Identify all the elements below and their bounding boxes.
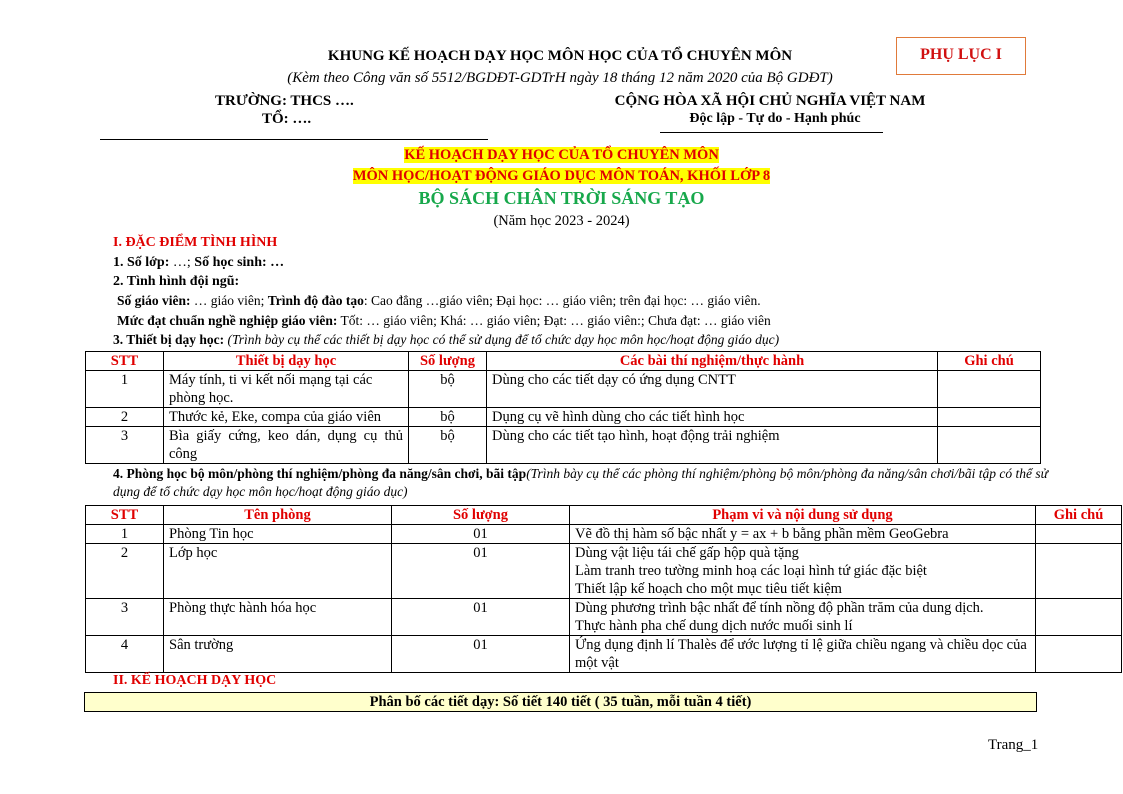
motto: Độc lập - Tự do - Hạnh phúc <box>689 111 861 126</box>
row-usage: Dụng cụ vẽ hình dùng cho các tiết hình học <box>487 408 938 427</box>
row-scope <box>570 636 1036 673</box>
row-quantity: bộ <box>409 427 487 464</box>
group-name: TỔ: …. <box>262 111 312 127</box>
book-series: BỘ SÁCH CHÂN TRỜI SÁNG TẠO <box>418 188 705 208</box>
header-left-rule <box>100 139 488 140</box>
republic-title: CỘNG HÒA XÃ HỘI CHỦ NGHĨA VIỆT NAM <box>614 93 926 109</box>
row-scope <box>570 544 1036 599</box>
student-count: Số học sinh: … <box>194 255 285 270</box>
scope-line: Ứng dụng định lí Thalès để ước lượng tỉ lệ giữa chiều ngang và chiều dọc của một vật <box>575 637 1027 671</box>
scope-line: Dùng vật liệu tái chế gấp hộp quà tặng <box>575 545 799 561</box>
equipment-table <box>85 351 1041 464</box>
table-row <box>86 636 1122 673</box>
table-row <box>86 427 1041 464</box>
scope-line: Vẽ đồ thị hàm số bậc nhất y = ax + b bằng phần mềm GeoGebra <box>575 526 949 542</box>
row-quantity: 01 <box>392 599 570 636</box>
col-quantity: Số lượng <box>392 506 570 525</box>
row-quantity: bộ <box>409 371 487 408</box>
scope-line: Thiết lập kế hoạch cho một mục tiêu tiết kiệm <box>575 581 842 597</box>
col-quantity: Số lượng <box>409 352 487 371</box>
table-row <box>86 544 1122 599</box>
section1-heading: I. ĐẶC ĐIỂM TÌNH HÌNH <box>113 235 278 250</box>
col-stt: STT <box>86 506 164 525</box>
row-stt: 4 <box>86 636 164 673</box>
row-stt: 2 <box>86 544 164 599</box>
col-device: Thiết bị dạy học <box>164 352 409 371</box>
col-scope: Phạm vi và nội dung sử dụng <box>570 506 1036 525</box>
table-row <box>86 599 1122 636</box>
row-scope <box>570 525 1036 544</box>
row-room: Phòng Tin học <box>164 525 392 544</box>
class-count-label: 1. Số lớp: <box>113 255 170 270</box>
equipment-label: 3. Thiết bị dạy học: <box>113 332 225 347</box>
equipment-note: (Trình bày cụ thể các thiết bị dạy học có thể sử dụng để tổ chức dạy học môn học/hoạt động giáo dục) <box>224 332 780 347</box>
teacher-count-value: … giáo viên; <box>190 293 268 308</box>
row-note <box>1036 636 1122 673</box>
col-experiments: Các bài thí nghiệm/thực hành <box>487 352 938 371</box>
row-device: Bìa giấy cứng, keo dán, dụng cụ thủ công <box>164 427 409 464</box>
row-room: Sân trường <box>164 636 392 673</box>
row-stt: 2 <box>86 408 164 427</box>
rooms-note: (Trình bày cụ thể các phòng thí nghiệm/phòng bộ môn/phòng đa năng/sân chơi/bãi tập có thể sử dụng để tổ chức dạy học môn học/hoạt động giáo dục) <box>113 466 1048 499</box>
motto-underline <box>660 132 883 133</box>
qualification-label: Trình độ đào tạo <box>267 293 364 308</box>
row-device: Máy tính, ti vi kết nối mạng tại các phòng học. <box>164 371 409 408</box>
row-stt: 1 <box>86 371 164 408</box>
row-usage: Dùng cho các tiết tạo hình, hoạt động trải nghiệm <box>487 427 938 464</box>
appendix-box: PHỤ LỤC I <box>896 37 1026 75</box>
row-note <box>1036 525 1122 544</box>
page-number: Trang_1 <box>988 737 1039 753</box>
teacher-count-label: Số giáo viên: <box>117 293 191 308</box>
row-usage: Dùng cho các tiết dạy có ứng dụng CNTT <box>487 371 938 408</box>
row-stt: 3 <box>86 427 164 464</box>
row-quantity: bộ <box>409 408 487 427</box>
school-year: (Năm học 2023 - 2024) <box>493 213 630 229</box>
plan-title: KẾ HOẠCH DẠY HỌC CỦA TỔ CHUYÊN MÔN <box>404 147 719 163</box>
lesson-allocation-bar: Phân bố các tiết dạy: Số tiết 140 tiết ( 35 tuần, mỗi tuần 4 tiết) <box>84 692 1037 712</box>
scope-line: Thực hành pha chế dung dịch nước muối sinh lí <box>575 618 853 634</box>
school-name: TRƯỜNG: THCS …. <box>215 93 354 109</box>
row-note <box>938 371 1041 408</box>
col-notes: Ghi chú <box>1036 506 1122 525</box>
table-row <box>86 525 1122 544</box>
equipment-heading <box>113 332 779 348</box>
row-quantity: 01 <box>392 544 570 599</box>
staff-heading: 2. Tình hình đội ngũ: <box>113 274 240 289</box>
table-row <box>86 371 1041 408</box>
row-note <box>1036 599 1122 636</box>
col-notes: Ghi chú <box>938 352 1041 371</box>
scope-line: Làm tranh treo tường minh hoạ các loại hình tứ giác đặc biệt <box>575 563 927 579</box>
row-quantity: 01 <box>392 525 570 544</box>
document-title: KHUNG KẾ HOẠCH DẠY HỌC MÔN HỌC CỦA TỔ CHUYÊN MÔN <box>327 48 793 64</box>
row-device: Thước kẻ, Eke, compa của giáo viên <box>164 408 409 427</box>
class-count-value: …; <box>169 255 195 270</box>
standard-line <box>117 313 771 329</box>
row-quantity: 01 <box>392 636 570 673</box>
row-stt: 3 <box>86 599 164 636</box>
col-stt: STT <box>86 352 164 371</box>
section2-heading: II. KẾ HOẠCH DẠY HỌC <box>113 673 277 688</box>
class-count-line <box>113 255 284 271</box>
standard-text: Tốt: … giáo viên; Khá: … giáo viên; Đạt: … giáo viên:; Chưa đạt: … giáo viên <box>337 313 771 328</box>
rooms-header-row <box>86 506 1122 525</box>
row-note <box>1036 544 1122 599</box>
col-room: Tên phòng <box>164 506 392 525</box>
row-stt: 1 <box>86 525 164 544</box>
qualification-text: : Cao đẳng …giáo viên; Đại học: … giáo viên; trên đại học: … giáo viên. <box>363 293 761 308</box>
row-note <box>938 408 1041 427</box>
row-room: Phòng thực hành hóa học <box>164 599 392 636</box>
row-scope <box>570 599 1036 636</box>
teacher-count-line <box>117 293 761 309</box>
standard-label: Mức đạt chuẩn nghề nghiệp giáo viên: <box>117 313 338 328</box>
rooms-heading <box>113 465 1048 501</box>
table-row <box>86 408 1041 427</box>
rooms-label: 4. Phòng học bộ môn/phòng thí nghiệm/phòng đa năng/sân chơi, bãi tập <box>113 466 527 481</box>
rooms-table <box>85 505 1122 673</box>
row-room: Lớp học <box>164 544 392 599</box>
row-note <box>938 427 1041 464</box>
document-subtitle: (Kèm theo Công văn số 5512/BGDĐT-GDTrH ngày 18 tháng 12 năm 2020 của Bộ GDĐT) <box>287 70 833 86</box>
scope-line: Dùng phương trình bậc nhất để tính nồng độ phần trăm của dung dịch. <box>575 600 984 616</box>
plan-subject: MÔN HỌC/HOẠT ĐỘNG GIÁO DỤC MÔN TOÁN, KHỐI LỚP 8 <box>352 168 771 184</box>
equipment-header-row <box>86 352 1041 371</box>
